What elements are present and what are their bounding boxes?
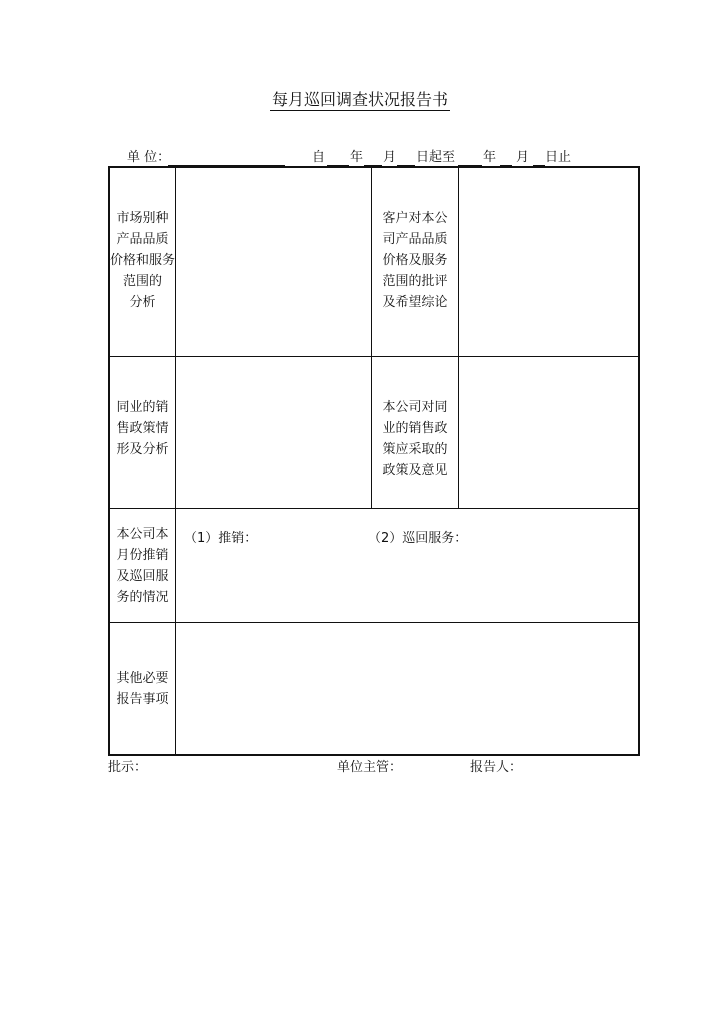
from-label: 自 xyxy=(312,150,326,165)
page-title-text: 每月巡回调查状况报告书 xyxy=(271,90,448,109)
approval-label: 批示： xyxy=(108,760,148,775)
row1-right-input[interactable] xyxy=(459,168,638,356)
month-label-2: 月 xyxy=(516,150,530,165)
row1-right-label: 客户对本公 司产品品质 价格及服务 范围的批评 及希望综论 xyxy=(382,211,448,310)
row3-left-label: 本公司本 月份推销 及巡回服 务的情况 xyxy=(116,527,169,605)
sales-promotion-item: （1）推销： xyxy=(184,531,258,546)
month-label-1: 月 xyxy=(383,150,397,165)
row3-input[interactable] xyxy=(176,550,638,622)
day-to-label: 日止 xyxy=(545,150,572,165)
reporter-label: 报告人： xyxy=(470,760,523,775)
row1-left-label: 市场别种 产品品质 价格和服务 范围的 分析 xyxy=(110,211,176,310)
row2-right-input[interactable] xyxy=(459,357,638,508)
unit-label: 单 位： xyxy=(127,150,171,165)
supervisor-label: 单位主管： xyxy=(337,760,403,775)
row-divider-2 xyxy=(110,508,638,509)
day-from-label: 日起至 xyxy=(416,150,456,165)
row4-input[interactable] xyxy=(176,623,638,754)
report-form-table xyxy=(108,166,640,756)
page-title xyxy=(0,90,720,110)
tour-service-item: （2）巡回服务： xyxy=(368,531,468,546)
row2-left-label: 同业的销 售政策情 形及分析 xyxy=(116,400,169,457)
row2-right-label: 本公司对同 业的销售政 策应采取的 政策及意见 xyxy=(382,400,448,478)
year-label-1: 年 xyxy=(350,150,364,165)
year-label-2: 年 xyxy=(483,150,497,165)
row4-left-label: 其他必要 报告事项 xyxy=(116,671,169,707)
row1-left-input[interactable] xyxy=(176,168,371,356)
row2-left-input[interactable] xyxy=(176,357,371,508)
